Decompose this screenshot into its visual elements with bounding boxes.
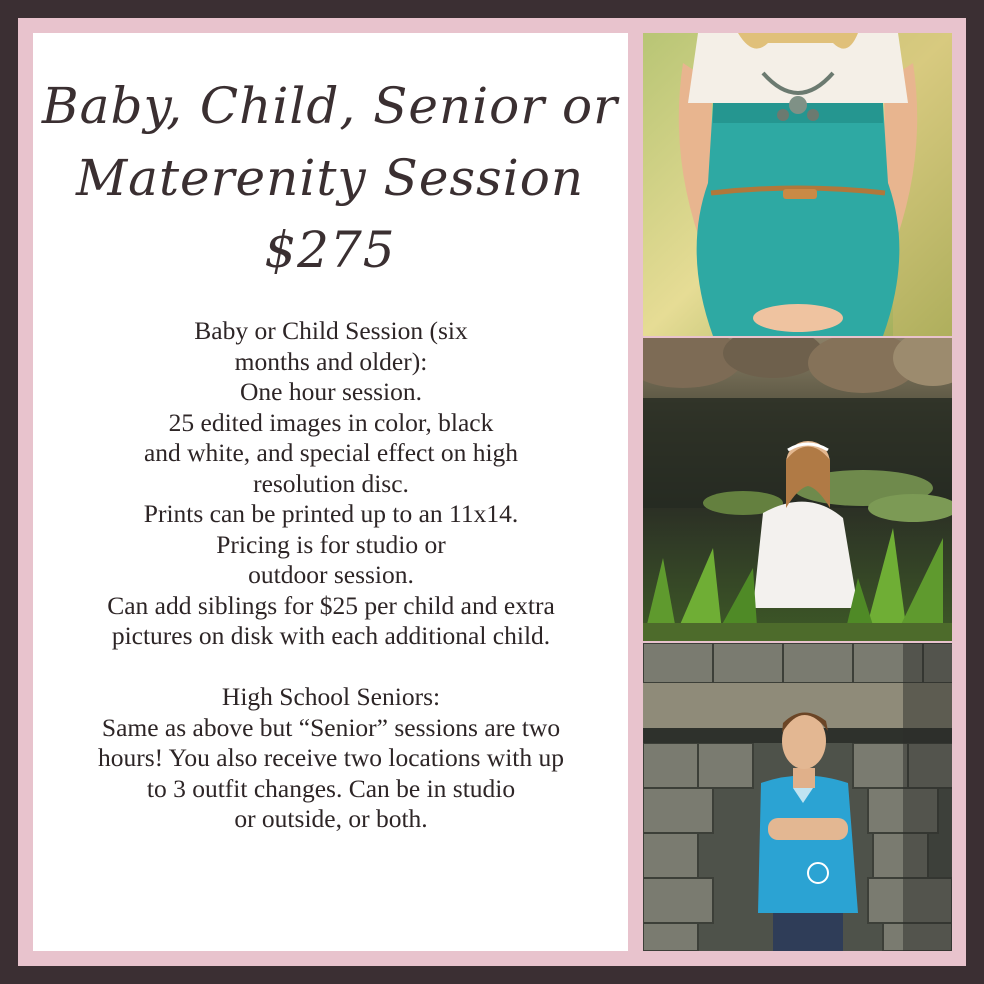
description-line: Prints can be printed up to an 11x14. — [143, 499, 519, 528]
session-description — [36, 316, 626, 835]
description-spacer — [36, 652, 626, 683]
maternity-photo — [643, 33, 952, 336]
description-line: outdoor session. — [248, 560, 414, 589]
description-line: or outside, or both. — [234, 804, 428, 833]
description-line: High School Seniors: — [221, 682, 441, 711]
title-line-2: Materenity Session — [75, 149, 585, 207]
description-line: to 3 outfit changes. Can be in studio — [146, 773, 516, 803]
description-line: months and older): — [234, 346, 428, 376]
description-line: 25 edited images in color, black — [168, 407, 494, 437]
description-line: One hour session. — [239, 377, 423, 406]
description-line: Baby or Child Session (six — [194, 316, 468, 345]
senior-photo — [643, 643, 952, 951]
senior-photo-illustration — [643, 643, 952, 951]
description-line: resolution disc. — [253, 468, 409, 498]
description-line: pictures on disk with each additional child. — [111, 621, 551, 650]
title-price: $275 — [264, 221, 396, 279]
description-line: Can add siblings for $25 per child and extra — [107, 590, 555, 620]
description-line: and white, and special effect on high — [143, 438, 519, 467]
description-line: Pricing is for studio or — [216, 529, 446, 559]
description-line: Same as above but “Senior” sessions are two — [101, 712, 561, 742]
title-line-1: Baby, Child, Senior or — [41, 77, 619, 135]
child-photo — [643, 338, 952, 641]
maternity-photo-illustration — [643, 33, 952, 336]
session-title — [40, 70, 620, 286]
description-line: hours! You also receive two locations with up — [97, 743, 565, 772]
child-photo-illustration — [643, 338, 952, 641]
